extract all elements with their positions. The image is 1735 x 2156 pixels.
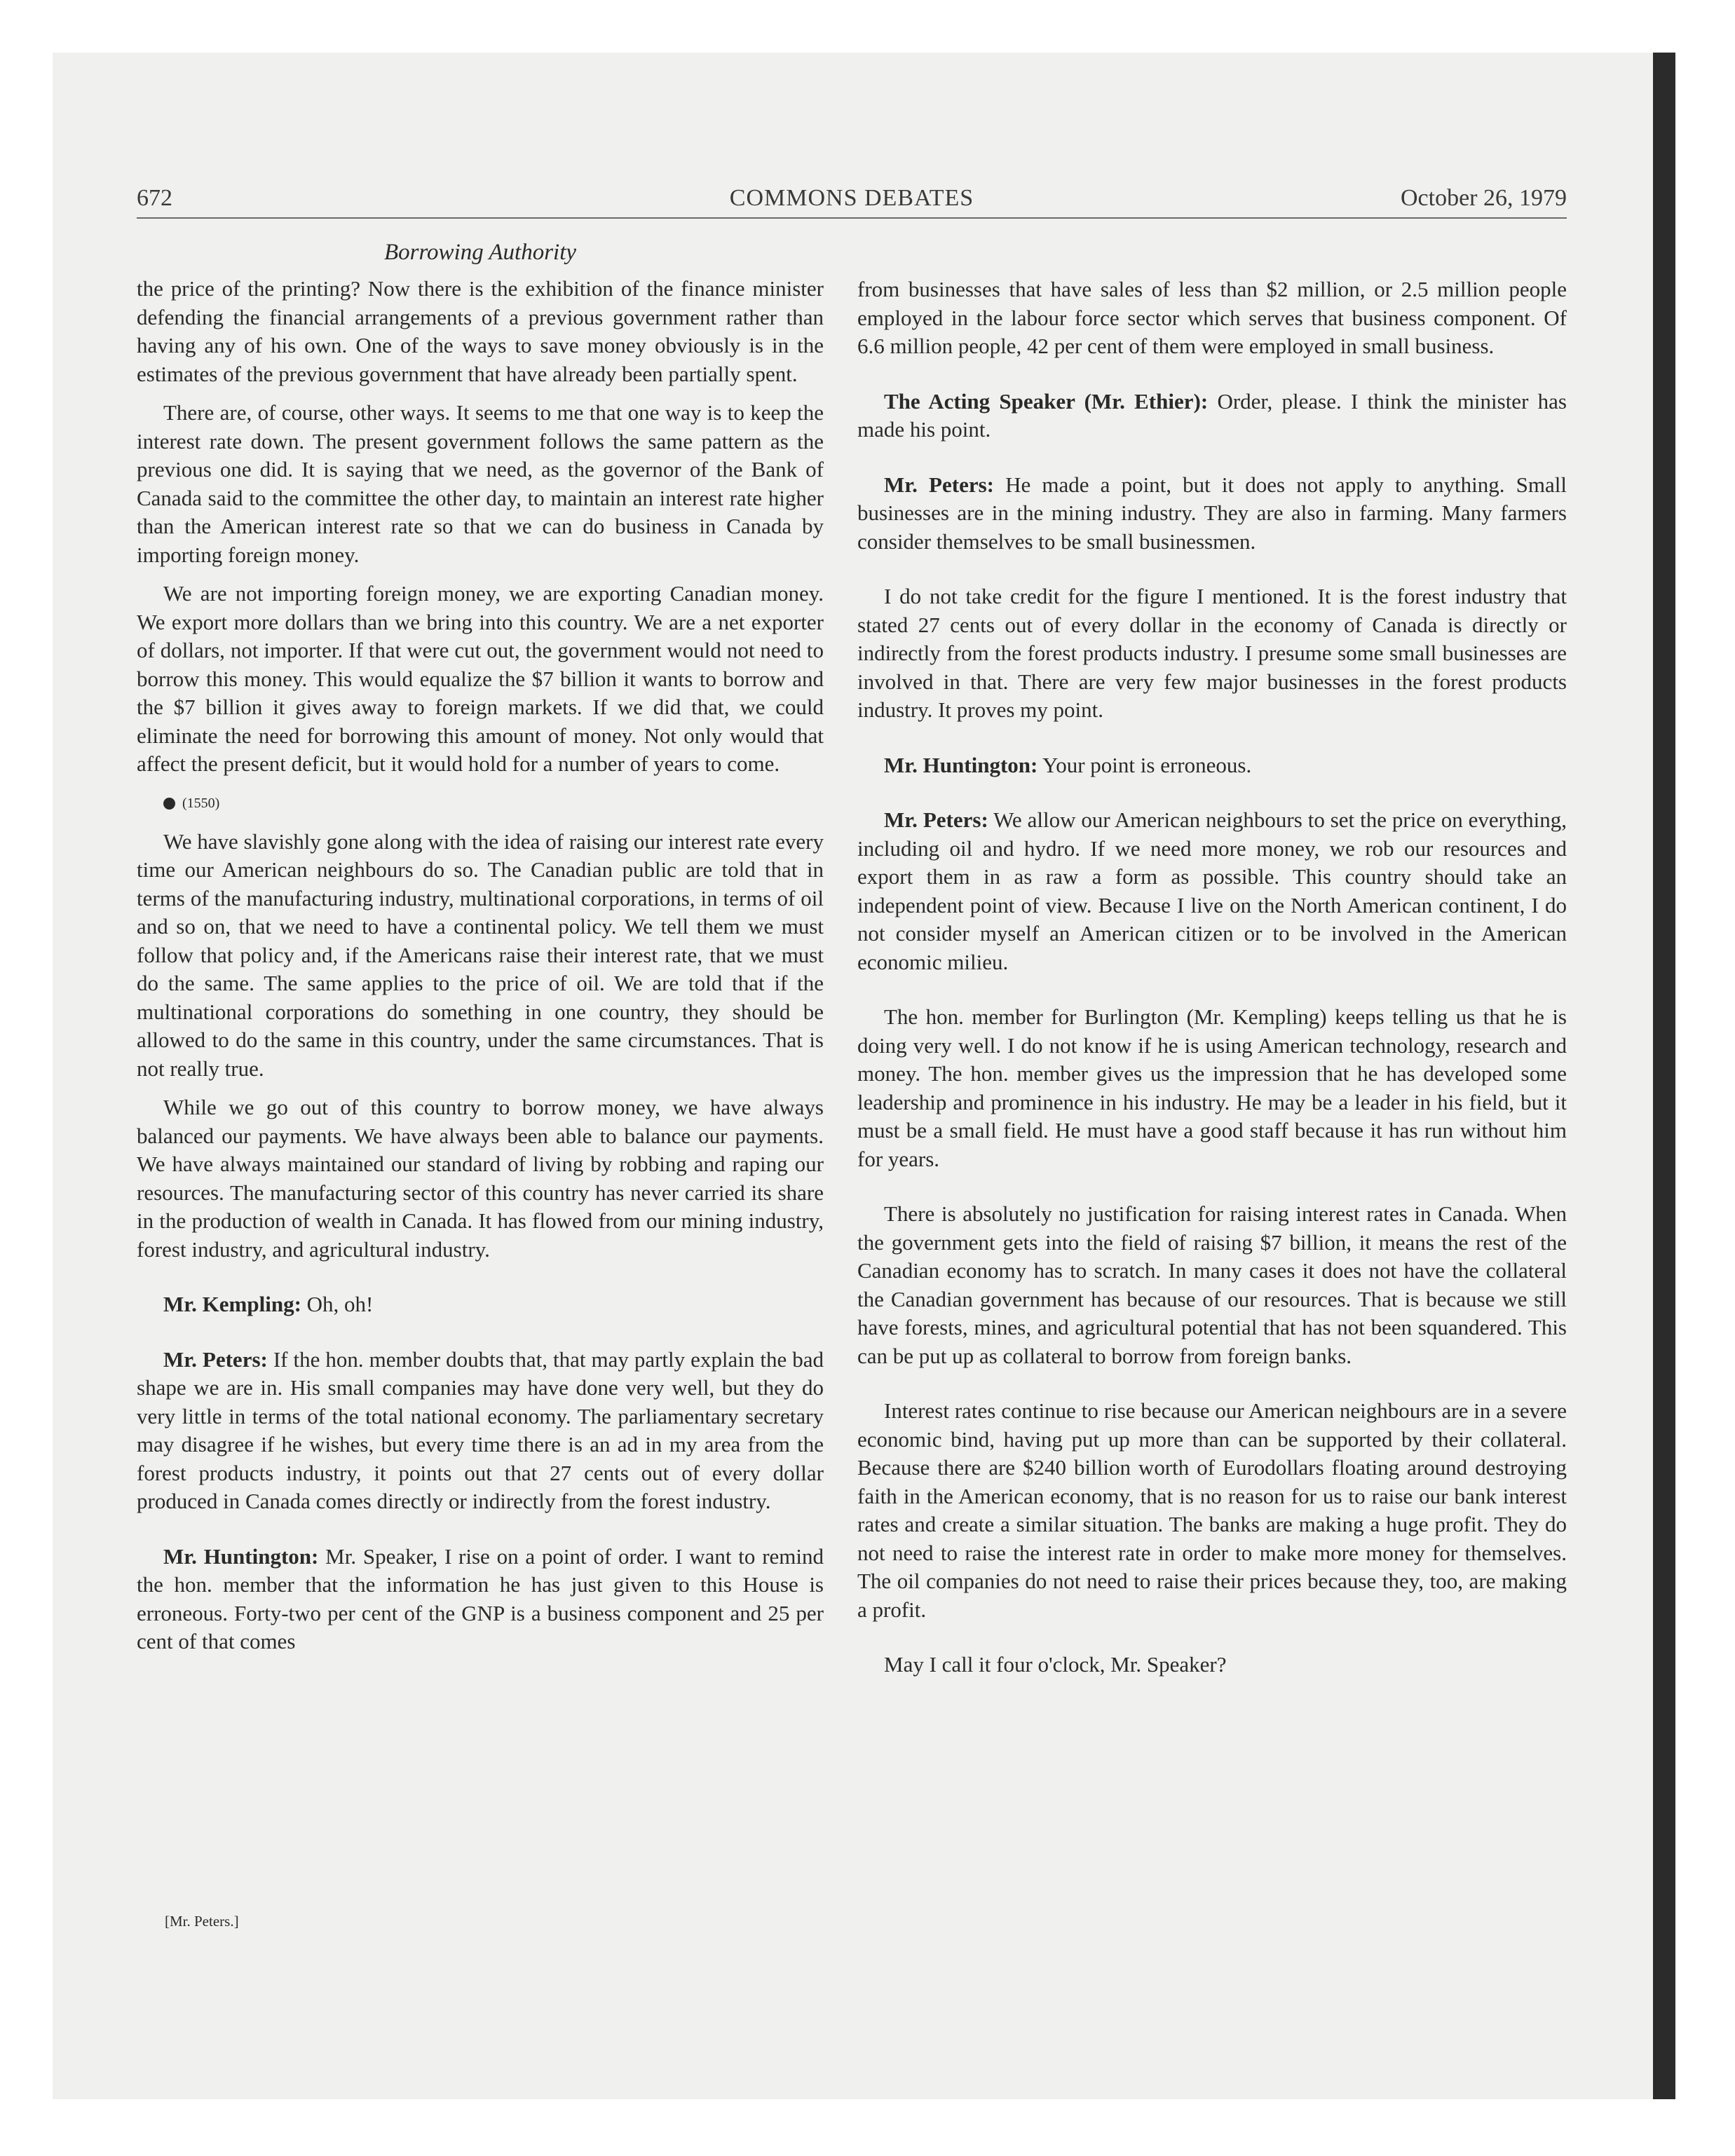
publication-date: October 26, 1979 [1400,185,1567,211]
scan-edge-shadow [1653,53,1675,2099]
page-header [137,181,1567,216]
speech-acting-speaker [857,388,1567,444]
speaker-name: Mr. Huntington: [163,1543,319,1569]
speech-text: Your point is erroneous. [1042,752,1252,777]
paragraph: We are not importing foreign money, we are exporting Canadian money. We export more dollars than we bring into this country. We are a net exporter of dollars, not importer. If that were cut out, the government would not need to borrow this money. This would equalize the $7 billion it wants to borrow and the $7 billion it gives away to foreign markets. If we did that, we could eliminate the need for borrowing this amount of money. Not only would that affect the present deficit, but it would hold for a number of years to come. [137,581,824,776]
right-column [857,275,1567,1690]
speech-text: Order, please. I think the minister has made his point. [857,388,1567,442]
speaker-name: Mr. Peters: [163,1346,268,1372]
paragraph: We have slavishly gone along with the idea of raising our interest rate every time our American neighbours do so. The Canadian public are told that in terms of the manufacturing industry, multinational corporations, in terms of oil and so on, that we need to have a continental policy. We tell them we must follow that policy and, if the Americans raise their interest rate, that we must do the same. The same applies to the price of oil. We are told that if the multinational corporations do something in one country, they should be allowed to do the same in this country, under the same circumstances. That is not really true. [137,828,824,1081]
speech-text: Mr. Speaker, I rise on a point of order. I want to remind the hon. member that the information he has just given to this House is erroneous. Forty-two per cent of the GNP is a business component and 25 per cent of that comes [137,1543,824,1653]
speaker-name: Mr. Huntington: [884,752,1038,777]
speech-peters [857,471,1567,557]
speech-peters [857,806,1567,976]
speech-huntington [857,751,1567,780]
paragraph: There is absolutely no justification for raising interest rates in Canada. When the government gets into the field of raising $7 billion, it means the rest of the Canadian economy has to scratch. In many cases it does not have the collateral the Canadian government has because of our resources. That is because we still have forests, mines, and agricultural potential that has not been squandered. This can be put up as collateral to borrow from foreign banks. [857,1201,1567,1368]
paragraph: The hon. member for Burlington (Mr. Kempling) keeps telling us that he is doing very well. I do not know if he is using American technology, research and money. The hon. member gives us the impression that he has developed some leadership and prominence in his industry. He may be a leader in his field, but it must be a small field. He must have a good staff because it has run without him for years. [857,1004,1567,1171]
running-head: Borrowing Authority [383,240,577,265]
speech-text: If the hon. member doubts that, that may partly explain the bad shape we are in. His small companies may have done very well, but they do very little in terms of the total national economy. The parliamentary secretary may disagree if he wishes, but every time there is an ad in my area from the forest products industry, it points out that 27 cents out of every dollar produced in Canada comes directly or indirectly from the forest industry. [137,1346,824,1513]
speech-text: We allow our American neighbours to set the price on everything, including oil and hydro. If we need more money, we rob our resources and export them in as raw a form as possible. This country should take an independent point of view. Because I live on the North American continent, I do not consider myself an American citizen or to be involved in the American economic milieu. [857,807,1567,974]
timestamp-marker [137,789,824,817]
speaker-name: Mr. Kempling: [163,1292,301,1316]
paragraph: from businesses that have sales of less than $2 million, or 2.5 million people employed in the labour force sector which serves that business component. Of 6.6 million people, 42 per cent of them were employed in small business. [857,277,1567,358]
publication-title: COMMONS DEBATES [729,185,974,211]
speaker-name: Mr. Peters: [884,807,988,832]
speaker-name: The Acting Speaker (Mr. Ethier): [884,388,1209,414]
speech-text: He made a point, but it does not apply to anything. Small businesses are in the mining industry. They are also in farming. Many farmers consider themselves to be small businessmen. [857,472,1567,554]
left-column [137,275,824,1667]
bullet-icon [163,798,175,810]
paragraph: I do not take credit for the figure I mentioned. It is the forest industry that stated 27 cents out of every dollar in the economy of Canada is directly or indirectly from the forest products industry. I presume some small businesses are involved in that. There are very few major businesses in the forest products industry. It proves my point. [857,584,1567,722]
paragraph: Interest rates continue to rise because our American neighbours are in a severe economic bind, having put up more than can be supported by their collateral. Because there are $240 billion worth of Eurodollars floating around destroying faith in the American economy, that is no reason for us to raise our bank interest rates and create a similar situation. The banks are making a huge profit. They do not need to raise the interest rate in order to make more money for themselves. The oil companies do not need to raise their prices because they, too, are making a profit. [857,1398,1567,1622]
speech-kempling [137,1290,824,1319]
timestamp-text: (1550) [182,795,220,811]
page-number: 672 [137,185,172,211]
speech-text: Oh, oh! [306,1292,374,1316]
paragraph: While we go out of this country to borrow money, we have always balanced our payments. We have always been able to balance our payments. We have always maintained our standard of living by robbing and raping our resources. The manufacturing sector of this country has never carried its share in the production of wealth in Canada. It has flowed from our mining industry, forest industry, and agricultural industry. [137,1095,824,1262]
paragraph: May I call it four o'clock, Mr. Speaker? [884,1652,1227,1677]
speech-peters [137,1346,824,1516]
paragraph: There are, of course, other ways. It seems to me that one way is to keep the interest rate down. The present government follows the same pattern as the previous one did. It is saying that we need, as the governor of the Bank of Canada said to the committee the other day, to maintain an interest rate higher than the American interest rate so that we can do business in Canada by importing foreign money. [137,400,824,567]
speech-huntington [137,1543,824,1656]
paragraph: the price of the printing? Now there is the exhibition of the finance minister defending the financial arrangements of a previous government rather than having any of his own. One of the ways to save money obviously is in the estimates of the previous government that have already been partially spent. [137,276,824,386]
header-rule [137,217,1567,219]
speaker-footnote: [Mr. Peters.] [165,1913,239,1930]
speaker-name: Mr. Peters: [884,472,994,497]
